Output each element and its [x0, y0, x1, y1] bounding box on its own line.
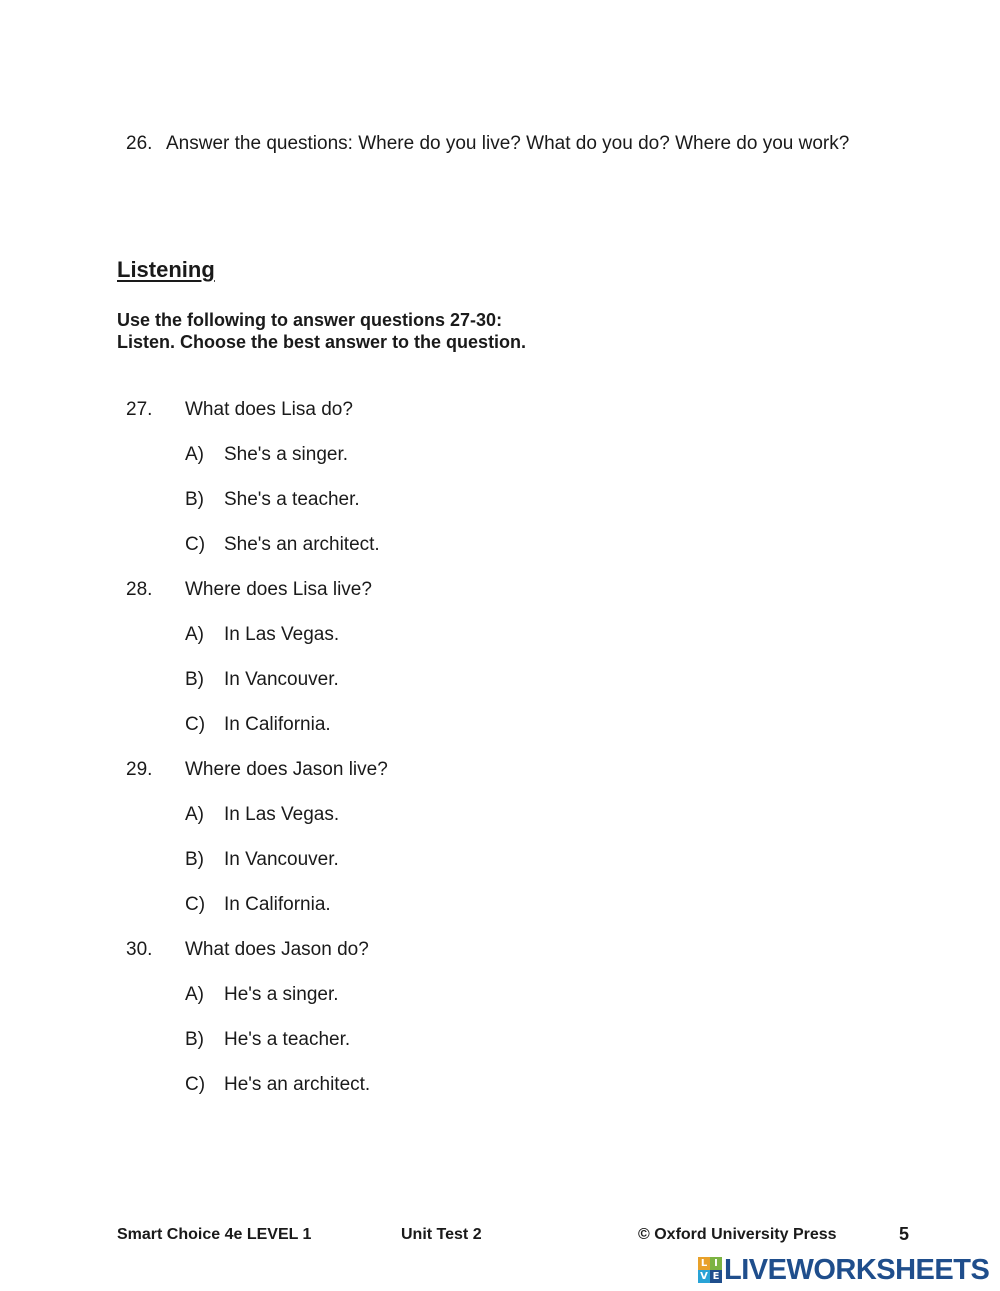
question-text: Where does Lisa live? — [185, 579, 372, 600]
footer-copyright: © Oxford University Press — [638, 1226, 837, 1243]
question-number: 27. — [126, 399, 153, 420]
logo-block: V — [698, 1270, 710, 1283]
question-text: Answer the questions: Where do you live? What do you do? Where do you work? — [166, 133, 850, 154]
logo-block: L — [698, 1257, 710, 1270]
footer-unit: Unit Test 2 — [401, 1226, 482, 1243]
option-text: In Las Vegas. — [224, 804, 340, 825]
question-text: Where does Jason live? — [185, 759, 388, 780]
option-letter: B) — [185, 669, 204, 690]
option-letter: B) — [185, 1029, 204, 1050]
footer-book-title: Smart Choice 4e LEVEL 1 — [117, 1226, 312, 1243]
option-text: She's an architect. — [224, 534, 380, 555]
question-number: 26. — [126, 133, 153, 154]
option-letter: C) — [185, 534, 206, 555]
logo-text: LIVEWORKSHEETS — [724, 1253, 990, 1286]
option-text: He's a teacher. — [224, 1029, 351, 1050]
option-text: In California. — [224, 894, 331, 915]
logo-blocks-icon — [698, 1257, 722, 1283]
question-text: What does Jason do? — [185, 939, 369, 960]
option-text: In Vancouver. — [224, 669, 339, 690]
option-letter: C) — [185, 894, 206, 915]
option-letter: B) — [185, 489, 204, 510]
instruction-line-2: Listen. Choose the best answer to the question. — [117, 332, 527, 352]
option-letter: A) — [185, 624, 204, 645]
option-letter: C) — [185, 1074, 206, 1095]
option-letter: A) — [185, 444, 204, 465]
question-number: 30. — [126, 939, 153, 960]
liveworksheets-logo[interactable] — [698, 1254, 989, 1286]
option-letter: A) — [185, 984, 204, 1005]
option-letter: A) — [185, 804, 204, 825]
option-text: She's a teacher. — [224, 489, 360, 510]
option-text: In Vancouver. — [224, 849, 339, 870]
question-text: What does Lisa do? — [185, 399, 353, 420]
question-26 — [126, 133, 849, 155]
option-text: She's a singer. — [224, 444, 349, 465]
logo-block: E — [710, 1270, 722, 1283]
option-text: He's an architect. — [224, 1074, 371, 1095]
logo-block: I — [710, 1257, 722, 1270]
option-text: In Las Vegas. — [224, 624, 340, 645]
question-number: 29. — [126, 759, 153, 780]
question-number: 28. — [126, 579, 153, 600]
footer-page-number: 5 — [899, 1224, 910, 1244]
option-letter: B) — [185, 849, 204, 870]
option-text: He's a singer. — [224, 984, 339, 1005]
section-title: Listening — [117, 257, 215, 282]
instruction-line-1: Use the following to answer questions 27-30: — [117, 310, 503, 330]
option-letter: C) — [185, 714, 206, 735]
option-text: In California. — [224, 714, 331, 735]
